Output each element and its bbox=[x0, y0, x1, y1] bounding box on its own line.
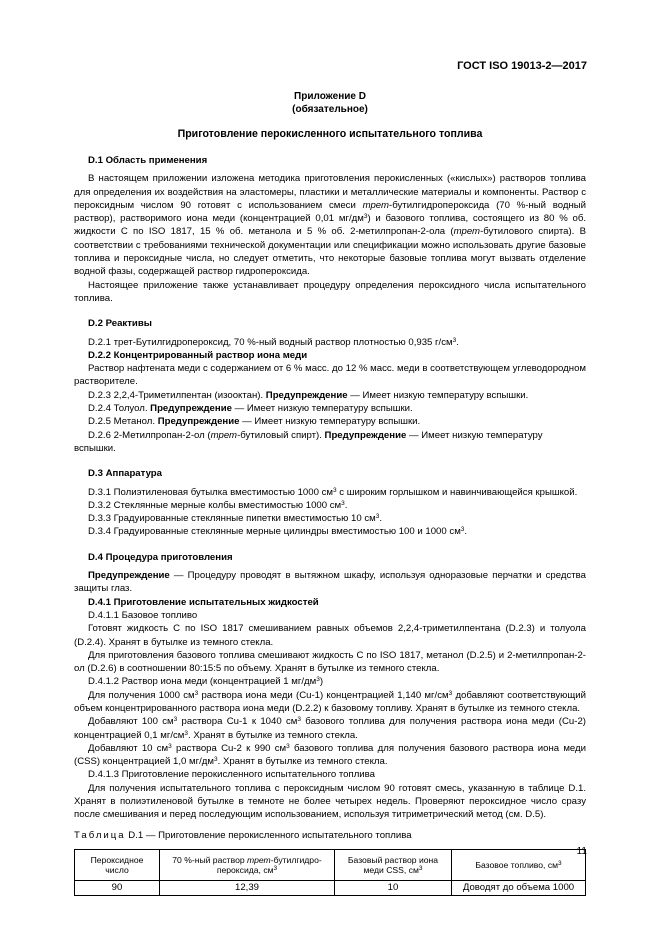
table-d1 bbox=[74, 849, 586, 896]
section-heading-d4: D.4 Процедура приготовления bbox=[88, 551, 233, 563]
table-cell: 90 bbox=[75, 880, 160, 895]
d3-item-4: D.3.4 Градуированные стеклянные мерные цилиндры вместимостью 100 и 1000 $см^3$. bbox=[88, 526, 468, 538]
d2-item-1: D.2.1 трет-Бутилгидропероксид, 70 %-ный водный раствор плотностью 0,935 $г/см^3$. bbox=[88, 336, 459, 348]
table-header-peroxide-number: Пероксидное число bbox=[75, 849, 160, 880]
d411-paragraph-2: Для приготовления базового топлива смешивают жидкость С по ISO 1817, метанол (D.2.5) и 2-метилпропан-2-ол (D.2.6) в соотношении 80:15:5 по объему. Хранят в бутылке из темного стекла. bbox=[74, 649, 586, 675]
table-cell: 12,39 bbox=[160, 880, 335, 895]
d411-heading: D.4.1.1 Базовое топливо bbox=[88, 609, 198, 621]
annex-subtitle: (обязательное) bbox=[292, 104, 368, 115]
page-number: 11 bbox=[576, 846, 587, 857]
table-cell: 10 bbox=[335, 880, 452, 895]
d3-item-2: D.3.2 Стеклянные мерные колбы вместимостью 1000 $см^3$. bbox=[88, 499, 348, 511]
d4-warning: Предупреждение — Процедуру проводят в вытяжном шкафу, используя одноразовые перчатки и средства защиты глаз. bbox=[74, 570, 586, 595]
d411-paragraph-1: Готовят жидкость С по ISO 1817 смешиванием равных объемов 2,2,4-триметилпентана (D.2.3) и толуола (D.2.4). Хранят в бутылке из темного стекла. bbox=[74, 623, 586, 648]
d412-heading: D.4.1.2 Раствор иона меди (концентрацией 1 $мг/дм^3$) bbox=[88, 676, 324, 688]
table-caption: Таблица D.1 — Приготовление перокисленного испытательного топлива bbox=[74, 829, 412, 841]
table-header-tbhp: 70 %-ный раствор трет-бутилгидро-пероксида, $см^3$ bbox=[160, 849, 335, 880]
d2-item-2-heading: D.2.2 Концентрированный раствор иона меди bbox=[88, 349, 308, 361]
page-content bbox=[74, 90, 586, 896]
section-heading-d1: D.1 Область применения bbox=[88, 155, 208, 166]
d412-paragraph-3: Добавляют 10 $см^3$ раствора Cu-2 к 990 $см^3$ базового топлива для получения базового раствора иона меди (CSS) концентрацией 1,0 $мг/дм^3$. Хранят в бутылке из темного стекла. bbox=[74, 742, 586, 768]
d1-paragraph-2: Настоящее приложение также устанавливает процедуру определения пероксидного числа испытательного топлива. bbox=[74, 279, 586, 304]
d3-item-1: D.3.1 Полиэтиленовая бутылка вместимостью 1000 $см^3$ с широким горлышком и навинчивающейся крышкой. bbox=[88, 486, 578, 498]
annex-main-title: Приготовление перокисленного испытательного топлива bbox=[177, 128, 483, 140]
table-header-base-fuel: Базовое топливо, $см^3$ bbox=[452, 849, 586, 880]
table-header-css: Базовый раствор иона меди CSS, $см^3$ bbox=[335, 849, 452, 880]
section-heading-d3: D.3 Аппаратура bbox=[88, 468, 162, 480]
d2-item-6: D.2.6 2-Метилпропан-2-ол (трет-бутиловый спирт). Предупреждение — Имеет низкую температуру вспышки. bbox=[74, 429, 543, 454]
d413-paragraph-1: Для получения испытательного топлива с пероксидным числом 90 готовят смесь, указанную в таблице D.1. Хранят в полиэтиленовой бутылке в темноте не более четырех недель. Проверяют пероксидное число сразу после смешивания и перед последующим использованием, используя титриметрический метод (см. D.5). bbox=[74, 782, 586, 821]
table-cell: Доводят до объема 1000 bbox=[452, 880, 586, 895]
d413-heading: D.4.1.3 Приготовление перокисленного испытательного топлива bbox=[88, 769, 375, 781]
d1-paragraph-1: В настоящем приложении изложена методика приготовления перокисленных («кислых») растворов топлива для определения их воздействия на эластомеры, пластики и металлические материалы и компоненты. Раствор с пероксидным числом 90 готовят с использованием смеси трет-бутилгидропероксида (70 %-ный водный раствор), растворимого иона меди (концентрацией 0,01 $мг/дм^3$) и базового топлива, состоящего из 80 % об. жидкости С по ISO 1817, 15 % об. метанола и 5 % об. 2-метилпропан-2-ола (трет-бутилового спирта). В соответствии с требованиями технической документации или спецификации можно использовать другие базовые топлива и пероксидные числа, но следует отметить, что некоторые базовые топлива могут вызвать отделение водной фазы, содержащей раствор гидропероксида. bbox=[74, 173, 586, 278]
document-code: ГОСТ ISO 19013-2—2017 bbox=[457, 60, 587, 72]
section-heading-d2: D.2 Реактивы bbox=[88, 318, 152, 330]
d412-paragraph-1: Для получения 1000 $см^3$ раствора иона меди (Cu-1) концентрацией 1,140 $мг/см^3$ добавляют соответствующий объем концентрированного раствора иона меди (D.2.2) к базовому топливу. Хранят в бутылке из темного стекла. bbox=[74, 689, 586, 714]
d3-item-3: D.3.3 Градуированные стеклянные пипетки вместимостью 10 $см^3$. bbox=[88, 513, 383, 525]
d2-item-3: D.2.3 2,2,4-Триметилпентан (изооктан). Предупреждение — Имеет низкую температуру вспышки. bbox=[88, 389, 529, 401]
d2-item-4: D.2.4 Толуол. Предупреждение — Имеет низкую температуру вспышки. bbox=[88, 403, 413, 415]
annex-title: Приложение D bbox=[294, 91, 366, 102]
table-header-row bbox=[75, 849, 586, 880]
d2-item-2-text: Раствор нафтената меди с содержанием от 6 % масс. до 12 % масс. меди в соответствующем углеводородном растворителе. bbox=[74, 363, 586, 388]
d41-heading: D.4.1 Приготовление испытательных жидкостей bbox=[88, 596, 319, 608]
d2-item-5: D.2.5 Метанол. Предупреждение — Имеет низкую температуру вспышки. bbox=[88, 416, 421, 428]
d412-paragraph-2: Добавляют 100 $см^3$ раствора Cu-1 к 1040 $см^3$ базового топлива для получения раствора иона меди (Cu-2) концентрацией 0,1 $мг/см^3$. Хранят в бутылке из темного стекла. bbox=[74, 716, 586, 741]
table-row bbox=[75, 880, 586, 895]
